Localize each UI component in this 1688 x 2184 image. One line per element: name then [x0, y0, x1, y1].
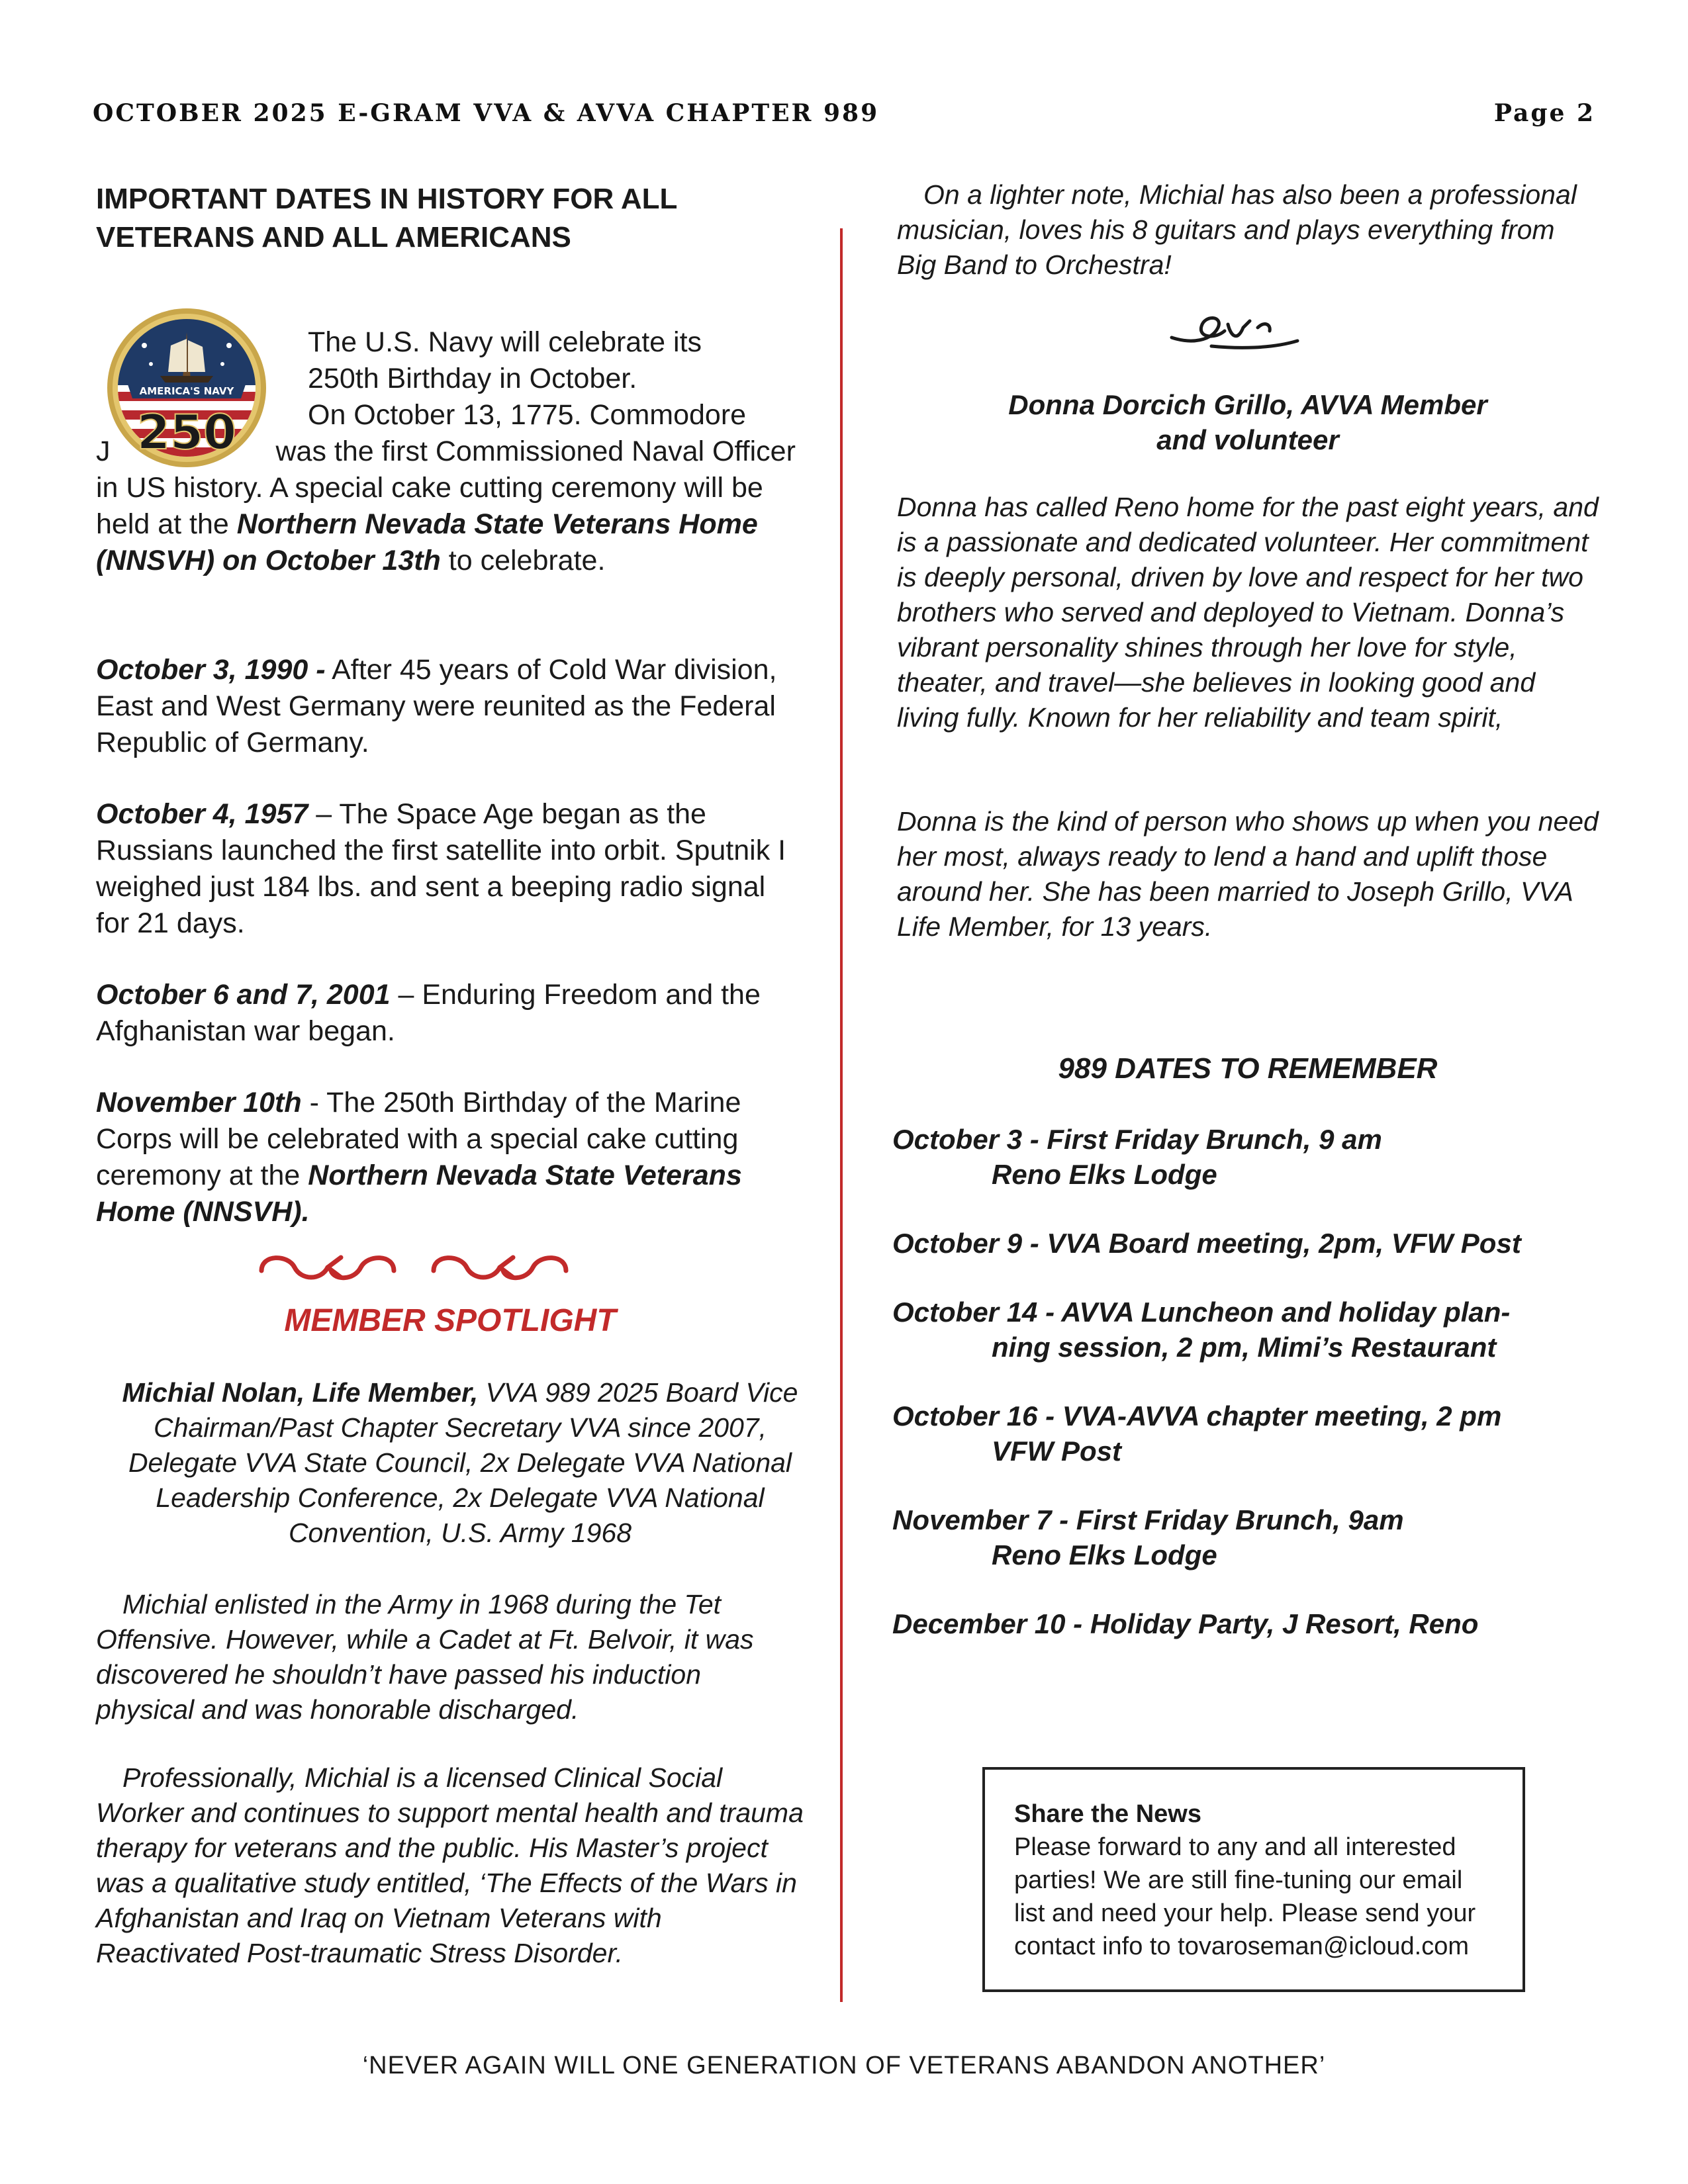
history-list — [96, 652, 804, 1265]
donna-title: Donna Dorcich Grillo, AVVA Member and volunteer — [1008, 389, 1487, 455]
page-number: Page 2 — [1493, 99, 1595, 127]
michial-paragraph-1: Michial enlisted in the Army in 1968 during the Tet Offensive. However, while a Cadet at Ft. Belvoir, it was discovered he shouldn’t have passed his induction physical and was honorable discharged. — [96, 1589, 754, 1725]
share-news-title: Share the News — [1014, 1800, 1201, 1828]
michial-paragraph-3: On a lighter note, Michial has also been a professional musician, loves his 8 guitars and plays everything from Big Band to Orchestra! — [897, 179, 1577, 280]
spotlight-bio: Michial Nolan, Life Member, VVA 989 2025 Board Vice Chairman/Past Chapter Secretary VVA since 2007, Delegate VVA State Council, 2x Delegate VVA National Leadership Conference, 2x Delegate VVA National Convention, U.S. Army 1968 — [122, 1377, 798, 1548]
navy-intro-lines — [308, 324, 811, 433]
column-divider — [840, 228, 843, 2002]
signature-flourish-icon — [1165, 308, 1304, 354]
marine-item: November 10th - The 250th Birthday of the Marine Corps will be celebrated with a special cake cutting ceremony at the Northern Nevada State Veterans Home (NNSVH). — [96, 1087, 742, 1228]
history-item: October 6 and 7, 2001 – Enduring Freedom and the Afghanistan war began. — [96, 979, 761, 1047]
history-item: October 3, 1990 - After 45 years of Cold War division, East and West Germany were reunited as the Federal Republic of Germany. — [96, 654, 777, 758]
date-item: October 14 - AVVA Luncheon and holiday plan- ning session, 2 pm, Mimi’s Restaurant — [892, 1297, 1511, 1363]
badge-top-text: AMERICA'S NAVY — [139, 385, 234, 397]
dates-list — [892, 1122, 1620, 1641]
history-item: October 4, 1957 – The Space Age began as the Russians launched the first satellite into orbit. Sputnik I weighed just 184 lbs. and sent a beeping radio signal for 21 days. — [96, 798, 786, 939]
share-news-box — [982, 1767, 1525, 1992]
date-item: October 16 - VVA-AVVA chapter meeting, 2 pm VFW Post — [892, 1400, 1502, 1467]
dates-title: 989 DATES TO REMEMBER — [1058, 1052, 1438, 1085]
date-item: October 3 - First Friday Brunch, 9 am Reno Elks Lodge — [892, 1124, 1382, 1190]
navy-line-3: On October 13, 1775. Commodore — [308, 399, 747, 431]
donna-paragraph-2: Donna is the kind of person who shows up when you need her most, always ready to lend a hand and uplift those around her. She has been married to Joseph Grillo, VVA Life Member, for 13 years. — [897, 806, 1599, 942]
date-item: December 10 - Holiday Party, J Resort, Reno — [892, 1608, 1479, 1639]
share-news-text: Please forward to any and all interested parties! We are still fine-tuning our email list and need your help. Please send your contact info to tovaroseman@icloud.com — [1014, 1833, 1476, 1960]
michial-paragraph-2: Professionally, Michial is a licensed Clinical Social Worker and continues to support mental health and trauma therapy for veterans and the public. His Master’s project was a qualitative study entitled, ‘The Effects of the Wars in Afghanistan and Iraq on Vietnam Veterans with Reactivated Post-traumatic Stress Disorder. — [96, 1762, 804, 1968]
navy-line-1: The U.S. Navy will celebrate its — [308, 326, 702, 358]
spotlight-title: MEMBER SPOTLIGHT — [284, 1303, 616, 1338]
donna-paragraph-1: Donna has called Reno home for the past eight years, and is a passionate and dedicated volunteer. Her commitment is deeply personal, driven by love and respect for her two brothers who served and deployed to Vietnam. Donna’s vibrant personality shines through her love for style, theater, and travel—she believes in looking good and living fully. Known for her reliability and team spirit, — [897, 492, 1599, 733]
ornament-divider-icon — [248, 1244, 579, 1291]
date-item: October 9 - VVA Board meeting, 2pm, VFW Post — [892, 1228, 1521, 1259]
newsletter-header: OCTOBER 2025 E-GRAM VVA & AVVA CHAPTER 989 — [93, 99, 880, 127]
navy-paragraph: J was the first Commissioned Naval Officer in US history. A special cake cutting ceremony will be held at the Northern Nevada State Veterans Home (NNSVH) on October 13th to celebrate. — [96, 435, 796, 576]
navy-line-2: 250th Birthday in October. — [308, 363, 637, 394]
history-heading: IMPORTANT DATES IN HISTORY FOR ALL VETERANS AND ALL AMERICANS — [96, 183, 677, 253]
badge-number: 250 — [136, 404, 237, 460]
date-item: November 7 - First Friday Brunch, 9am Reno Elks Lodge — [892, 1504, 1404, 1570]
footer-motto: ‘NEVER AGAIN WILL ONE GENERATION OF VETERANS ABANDON ANOTHER’ — [362, 2052, 1326, 2079]
